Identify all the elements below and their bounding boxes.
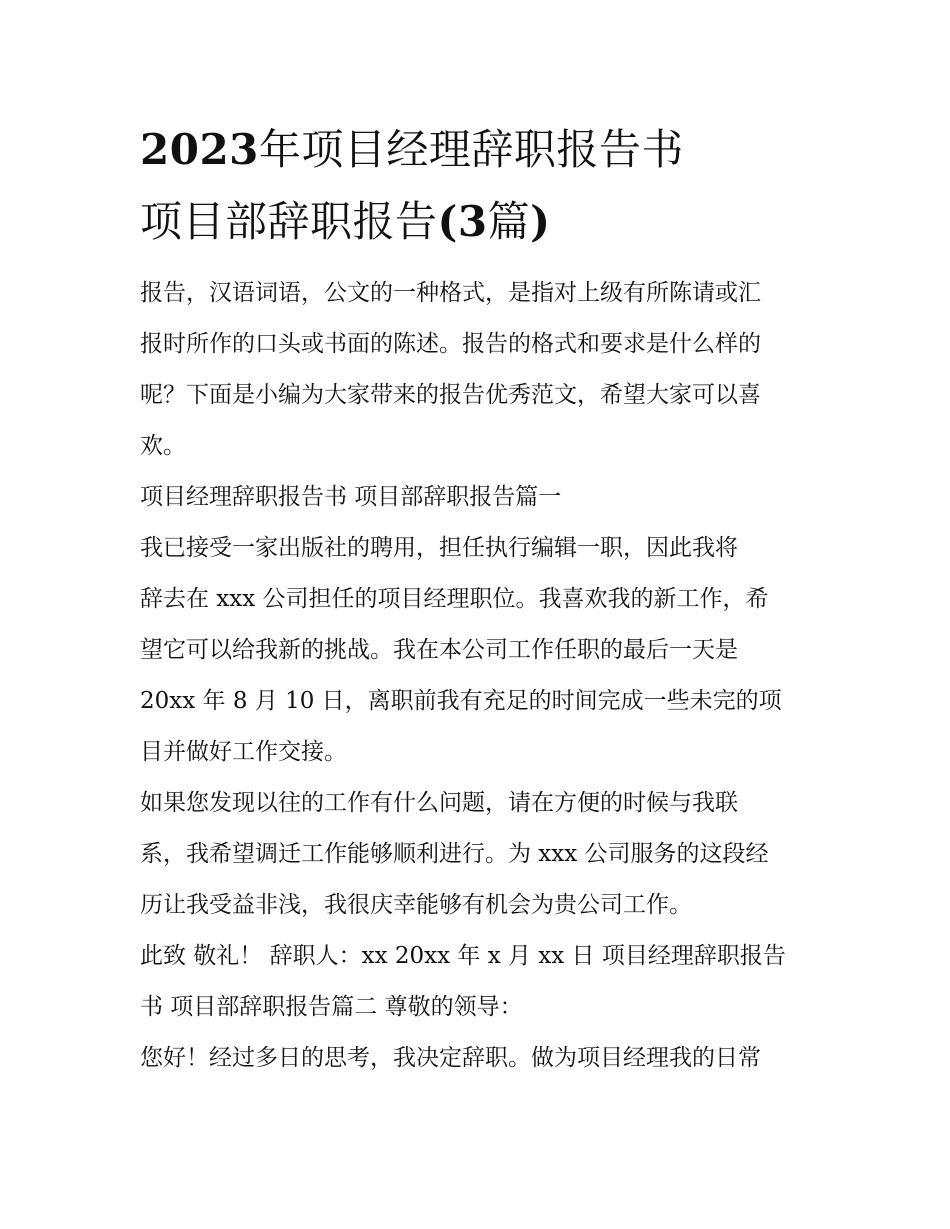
paragraph-body-2 (140, 778, 810, 931)
document-content (140, 114, 810, 1084)
title-line-1 (140, 114, 810, 186)
paragraph-line: 如果您发现以往的工作有什么问题，请在方便的时候与我联 (140, 790, 738, 816)
paragraph-line: 您好！经过多日的思考，我决定辞职。做为项目经理我的日常 (140, 1045, 761, 1071)
paragraph-line: 目并做好工作交接。 (140, 739, 347, 765)
paragraph-line: 望它可以给我新的挑战。我在本公司工作任职的最后一天是 (140, 637, 738, 663)
paragraph-line: 报时所作的口头或书面的陈述。报告的格式和要求是什么样的 (140, 331, 761, 357)
paragraph-line: 此致 敬礼！ 辞职人：xx 20xx 年 x 月 xx 日 项目经理辞职报告 (140, 943, 786, 969)
title-line-2-count: (3 (437, 197, 488, 246)
paragraph-body-3 (140, 1033, 810, 1084)
paragraph-line: 欢。 (140, 433, 186, 459)
paragraph-line: 辞去在 xxx 公司担任的项目经理职位。我喜欢我的新工作，希 (140, 586, 769, 612)
title-line-2-text-a: 项目部辞职报告 (140, 197, 438, 246)
title-line-2 (140, 186, 810, 258)
document-title-block (140, 114, 810, 258)
title-line-1-text: 年项目经理辞职报告书 (258, 125, 684, 174)
title-line-2-paren: ) (530, 197, 551, 246)
section-heading-line: 项目经理辞职报告书 项目部辞职报告篇一 (140, 484, 562, 510)
title-year: 2023 (140, 125, 259, 174)
paragraph-closing (140, 931, 810, 1033)
paragraph-body-1 (140, 523, 810, 778)
paragraph-line: 书 项目部辞职报告篇二 尊敬的领导： (140, 994, 523, 1020)
paragraph-line: 呢？下面是小编为大家带来的报告优秀范文，希望大家可以喜 (140, 382, 761, 408)
paragraph-line: 报告，汉语词语，公文的一种格式，是指对上级有所陈请或汇 (140, 280, 761, 306)
paragraph-intro (140, 268, 810, 472)
paragraph-line: 20xx 年 8 月 10 日，离职前我有充足的时间完成一些未完的项 (140, 688, 782, 714)
paragraph-line: 系，我希望调迁工作能够顺利进行。为 xxx 公司服务的这段经 (140, 841, 769, 867)
title-line-2-text-b: 篇 (487, 197, 531, 246)
section-heading-1 (140, 472, 810, 523)
paragraph-line: 我已接受一家出版社的聘用，担任执行编辑一职，因此我将 (140, 535, 738, 561)
document-title (140, 114, 810, 258)
paragraph-line: 历让我受益非浅，我很庆幸能够有机会为贵公司工作。 (140, 892, 692, 918)
